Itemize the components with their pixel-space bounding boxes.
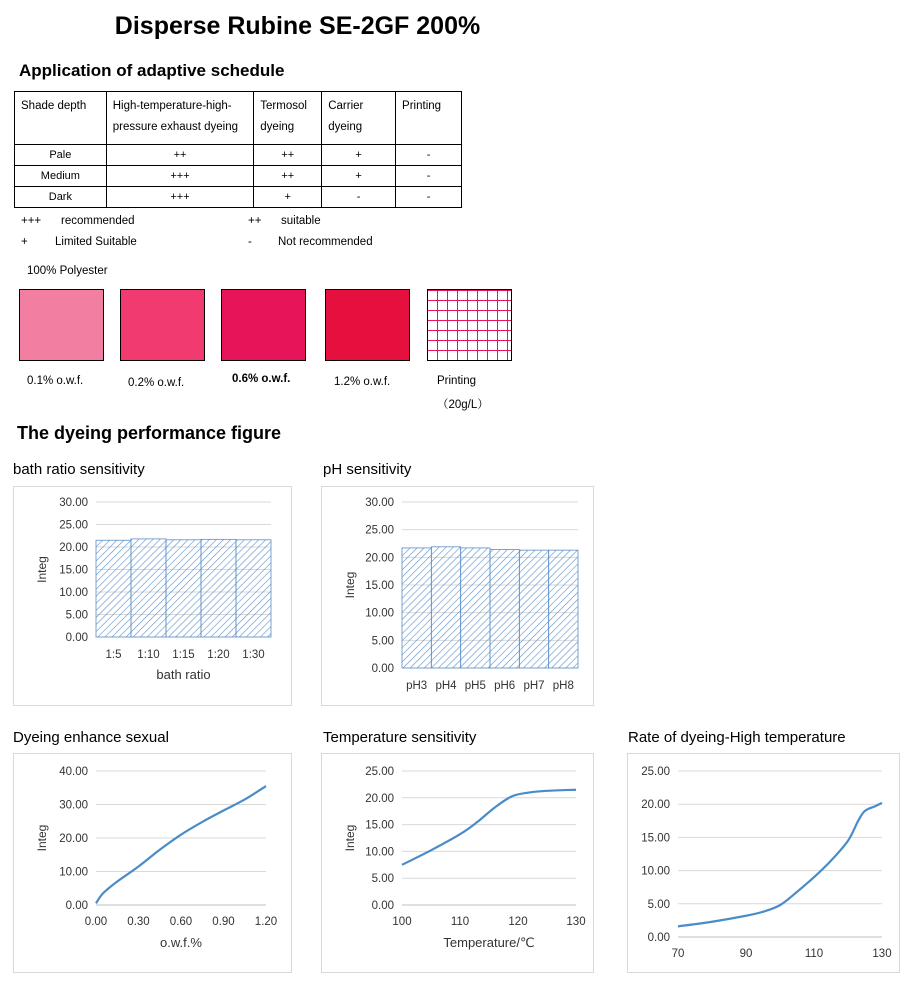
table-cell: ++ (254, 145, 322, 166)
legend-meaning: Not recommended (278, 236, 373, 248)
ph-chart (321, 486, 594, 706)
table-row (15, 145, 462, 166)
x-tick-label: 120 (508, 916, 528, 928)
y-axis-label: Integ (35, 556, 49, 583)
temperature-chart (321, 753, 594, 973)
table-cell: + (322, 166, 396, 187)
bar (519, 550, 548, 668)
swatch-label: 0.1% o.w.f. (27, 375, 84, 387)
x-tick-label: 0.30 (127, 916, 150, 928)
table-cell: + (322, 145, 396, 166)
substrate-label: 100% Polyester (27, 265, 108, 277)
y-tick-label: 25.00 (59, 519, 88, 532)
bath-ratio-chart (13, 486, 292, 706)
y-tick-label: 10.00 (365, 607, 394, 620)
legend-meaning: recommended (61, 215, 135, 227)
legend-symbol: + (21, 236, 28, 248)
x-tick-label: 1:10 (137, 649, 160, 661)
bar (131, 539, 166, 637)
y-tick-label: 5.00 (371, 635, 394, 648)
printing-swatch (427, 289, 512, 361)
x-tick-label: 0.60 (169, 916, 193, 928)
swatch-label: 0.6% o.w.f. (232, 373, 291, 385)
y-tick-label: 5.00 (371, 873, 394, 886)
y-tick-label: 10.00 (59, 587, 88, 599)
y-tick-label: 25.00 (365, 766, 394, 778)
table-cell: +++ (106, 187, 254, 208)
header-cell: High-temperature-high-pressure exhaust dyeing (106, 92, 254, 145)
bar (236, 540, 271, 637)
y-axis-label: Integ (35, 824, 49, 852)
x-axis-label: bath ratio (156, 667, 211, 682)
x-axis-label: o.w.f.% (160, 935, 202, 950)
table-cell: - (322, 187, 396, 208)
y-tick-label: 5.00 (65, 609, 88, 622)
x-tick-label: 70 (671, 948, 685, 960)
y-tick-label: 0.00 (647, 932, 670, 944)
bar (96, 540, 131, 637)
chart-title-temp: Temperature sensitivity (323, 729, 477, 746)
table-cell: + (254, 187, 322, 208)
x-tick-label: 100 (392, 916, 412, 928)
swatch-label: 0.2% o.w.f. (128, 377, 185, 389)
x-tick-label: pH5 (464, 680, 486, 692)
x-tick-label: pH8 (552, 680, 574, 692)
table-cell: Medium (15, 166, 107, 187)
x-tick-label: 90 (739, 948, 753, 960)
series-line (678, 803, 882, 927)
table-cell: Dark (15, 187, 107, 208)
x-tick-label: 1:20 (207, 649, 230, 661)
y-tick-label: 15.00 (365, 580, 394, 592)
table-cell: ++ (106, 145, 254, 166)
y-tick-label: 15.00 (641, 832, 670, 845)
y-tick-label: 15.00 (365, 819, 394, 832)
y-tick-label: 20.00 (641, 799, 670, 812)
y-tick-label: 10.00 (59, 866, 88, 879)
y-tick-label: 25.00 (365, 524, 394, 537)
legend-symbol: - (248, 236, 252, 248)
y-tick-label: 20.00 (365, 792, 394, 805)
y-tick-label: 0.00 (371, 900, 394, 912)
bar (461, 548, 490, 668)
header-cell: Shade depth (15, 92, 107, 145)
series-line (96, 786, 266, 903)
table-cell: +++ (106, 166, 254, 187)
header-cell: Carrier dyeing (322, 92, 396, 145)
table-cell: Pale (15, 145, 107, 166)
chart-title-rate: Rate of dyeing-High temperature (628, 729, 846, 746)
performance-heading: The dyeing performance figure (17, 423, 282, 443)
bar (490, 550, 519, 668)
shade-swatch (325, 289, 410, 361)
y-tick-label: 30.00 (365, 497, 394, 509)
table-row (15, 187, 462, 208)
x-tick-label: 0.00 (84, 916, 108, 928)
series-line (402, 790, 576, 865)
shade-swatch (221, 289, 306, 361)
schedule-heading: Application of adaptive schedule (19, 61, 285, 80)
shade-swatch (120, 289, 205, 361)
table-row (15, 166, 462, 187)
page-title: Disperse Rubine SE-2GF 200% (114, 12, 481, 40)
y-tick-label: 10.00 (641, 865, 670, 878)
schedule-header-row (15, 92, 462, 145)
x-tick-label: 130 (872, 948, 892, 960)
bar (201, 539, 236, 637)
header-cell: Termosol dyeing (254, 92, 322, 145)
table-cell: - (396, 145, 462, 166)
y-tick-label: 25.00 (641, 766, 670, 778)
x-tick-label: pH6 (494, 680, 516, 692)
table-cell: ++ (254, 166, 322, 187)
y-tick-label: 30.00 (59, 497, 88, 509)
legend-symbol: ++ (248, 215, 262, 227)
table-cell: - (396, 187, 462, 208)
bar (402, 548, 431, 668)
y-tick-label: 40.00 (59, 766, 88, 778)
bar (431, 547, 460, 668)
swatch-label: Printing (437, 375, 476, 387)
y-tick-label: 15.00 (59, 564, 88, 577)
bar (166, 540, 201, 637)
x-tick-label: 110 (450, 916, 470, 928)
y-tick-label: 5.00 (647, 898, 670, 911)
y-tick-label: 0.00 (371, 663, 394, 675)
table-cell: - (396, 166, 462, 187)
y-tick-label: 10.00 (365, 846, 394, 859)
bar (549, 550, 578, 668)
x-tick-label: pH3 (406, 680, 428, 692)
swatch-label: 1.2% o.w.f. (334, 376, 391, 388)
x-tick-label: 130 (566, 916, 586, 928)
y-tick-label: 20.00 (365, 552, 394, 565)
chart-title-enhance: Dyeing enhance sexual (13, 729, 169, 746)
swatch-label: （20g/L） (437, 399, 489, 411)
chart-title-bath: bath ratio sensitivity (13, 461, 145, 478)
y-tick-label: 20.00 (59, 542, 88, 554)
rate-chart (627, 753, 900, 973)
schedule-table (14, 91, 462, 208)
legend-symbol: +++ (21, 215, 42, 227)
legend-meaning: suitable (281, 215, 321, 227)
x-tick-label: 110 (804, 948, 824, 960)
x-tick-label: 1:30 (242, 649, 265, 661)
x-tick-label: 1:5 (105, 649, 122, 661)
header-cell: Printing (396, 92, 462, 145)
x-tick-label: 0.90 (212, 916, 235, 928)
x-axis-label: Temperature/℃ (443, 935, 535, 950)
shade-swatch (19, 289, 104, 361)
y-axis-label: Integ (343, 571, 357, 599)
y-tick-label: 0.00 (65, 632, 88, 644)
y-tick-label: 0.00 (65, 900, 88, 912)
x-tick-label: pH4 (435, 680, 457, 692)
legend-meaning: Limited Suitable (55, 236, 137, 248)
chart-title-ph: pH sensitivity (323, 461, 412, 478)
y-tick-label: 30.00 (59, 799, 88, 812)
x-tick-label: pH7 (523, 680, 545, 692)
enhance-chart (13, 753, 292, 973)
x-tick-label: 1.20 (254, 916, 278, 928)
x-tick-label: 1:15 (172, 649, 195, 661)
y-tick-label: 20.00 (59, 833, 88, 845)
y-axis-label: Integ (343, 824, 357, 852)
